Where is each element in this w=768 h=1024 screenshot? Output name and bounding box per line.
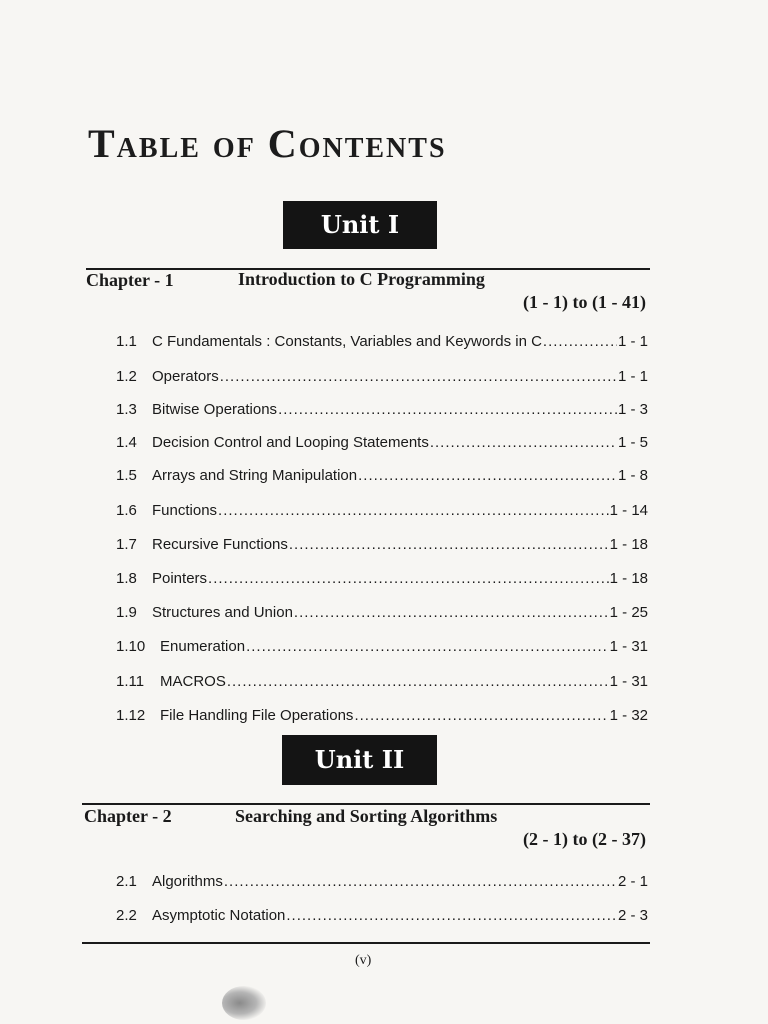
chapter-1-page-range: (1 - 1) to (1 - 41) (523, 292, 646, 312)
entry-page: 1 - 18 (609, 570, 648, 587)
toc-entry[interactable] (116, 707, 648, 729)
entry-title: C Fundamentals : Constants, Variables and Keywords in C (152, 333, 542, 350)
entry-title: Decision Control and Looping Statements (152, 434, 429, 451)
entry-number: 1.10 (116, 638, 146, 655)
toc-entry[interactable] (116, 604, 648, 626)
entry-number: 1.7 (116, 536, 137, 553)
entry-number: 1.3 (116, 401, 137, 418)
toc-entry[interactable] (116, 638, 648, 660)
divider-rule (82, 803, 650, 805)
dot-leader (227, 673, 609, 690)
entry-page: 1 - 1 (617, 333, 648, 350)
entry-title: File Handling File Operations (160, 707, 354, 724)
unit-1-banner: Unit I (283, 201, 437, 249)
footer-rule (82, 942, 650, 944)
toc-entry[interactable] (116, 907, 648, 929)
unit-2-banner: Unit II (282, 735, 437, 785)
entry-title: Operators (152, 368, 219, 385)
dot-leader (220, 368, 617, 385)
entry-title: Asymptotic Notation (152, 907, 286, 924)
entry-title: Bitwise Operations (152, 401, 278, 418)
toc-entry[interactable] (116, 673, 648, 695)
dot-leader (224, 873, 617, 890)
ink-smudge (222, 986, 266, 1020)
dot-leader (286, 907, 617, 924)
toc-entry[interactable] (116, 467, 648, 489)
entry-number: 1.12 (116, 707, 146, 724)
entry-title: Enumeration (160, 638, 246, 655)
entry-title: Recursive Functions (152, 536, 288, 553)
entry-number: 1.8 (116, 570, 137, 587)
entry-number: 1.2 (116, 368, 137, 385)
entry-title: MACROS (160, 673, 226, 690)
entry-number: 2.2 (116, 907, 137, 924)
dot-leader (246, 638, 609, 655)
toc-entry[interactable] (116, 401, 648, 423)
entry-page: 1 - 5 (617, 434, 648, 451)
page-title: Table of Contents (88, 121, 447, 166)
chapter-2-label: Chapter - 2 (84, 806, 172, 826)
dot-leader (358, 467, 617, 484)
entry-page: 1 - 25 (609, 604, 648, 621)
toc-entry[interactable] (116, 368, 648, 390)
toc-entry[interactable] (116, 434, 648, 456)
entry-page: 1 - 18 (609, 536, 648, 553)
entry-number: 1.6 (116, 502, 137, 519)
entry-number: 1.1 (116, 333, 137, 350)
entry-page: 1 - 14 (609, 502, 648, 519)
entry-number: 2.1 (116, 873, 137, 890)
dot-leader (218, 502, 609, 519)
toc-entry[interactable] (116, 570, 648, 592)
entry-number: 1.9 (116, 604, 137, 621)
entry-number: 1.5 (116, 467, 137, 484)
entry-number: 1.11 (116, 673, 145, 690)
toc-entry[interactable] (116, 536, 648, 558)
dot-leader (294, 604, 609, 621)
entry-number: 1.4 (116, 434, 137, 451)
dot-leader (208, 570, 609, 587)
entry-page: 1 - 31 (609, 673, 648, 690)
entry-title: Pointers (152, 570, 208, 587)
chapter-2-title: Searching and Sorting Algorithms (235, 806, 498, 826)
dot-leader (543, 333, 617, 350)
dot-leader (289, 536, 609, 553)
entry-page: 1 - 1 (617, 368, 648, 385)
entry-title: Functions (152, 502, 218, 519)
dot-leader (430, 434, 617, 451)
entry-title: Algorithms (152, 873, 223, 890)
entry-page: 2 - 1 (617, 873, 648, 890)
chapter-2-page-range: (2 - 1) to (2 - 37) (523, 829, 646, 849)
entry-page: 1 - 31 (609, 638, 648, 655)
toc-entry[interactable] (116, 502, 648, 524)
dot-leader (278, 401, 617, 418)
toc-entry[interactable] (116, 333, 648, 355)
entry-title: Arrays and String Manipulation (152, 467, 358, 484)
entry-page: 1 - 8 (617, 467, 648, 484)
chapter-1-label: Chapter - 1 (86, 270, 174, 290)
entry-page: 2 - 3 (617, 907, 648, 924)
chapter-1-title: Introduction to C Programming (238, 269, 485, 289)
entry-title: Structures and Union (152, 604, 293, 621)
dot-leader (354, 707, 608, 724)
entry-page: 1 - 32 (609, 707, 648, 724)
page-number: (v) (355, 953, 372, 968)
toc-entry[interactable] (116, 873, 648, 895)
entry-page: 1 - 3 (617, 401, 648, 418)
